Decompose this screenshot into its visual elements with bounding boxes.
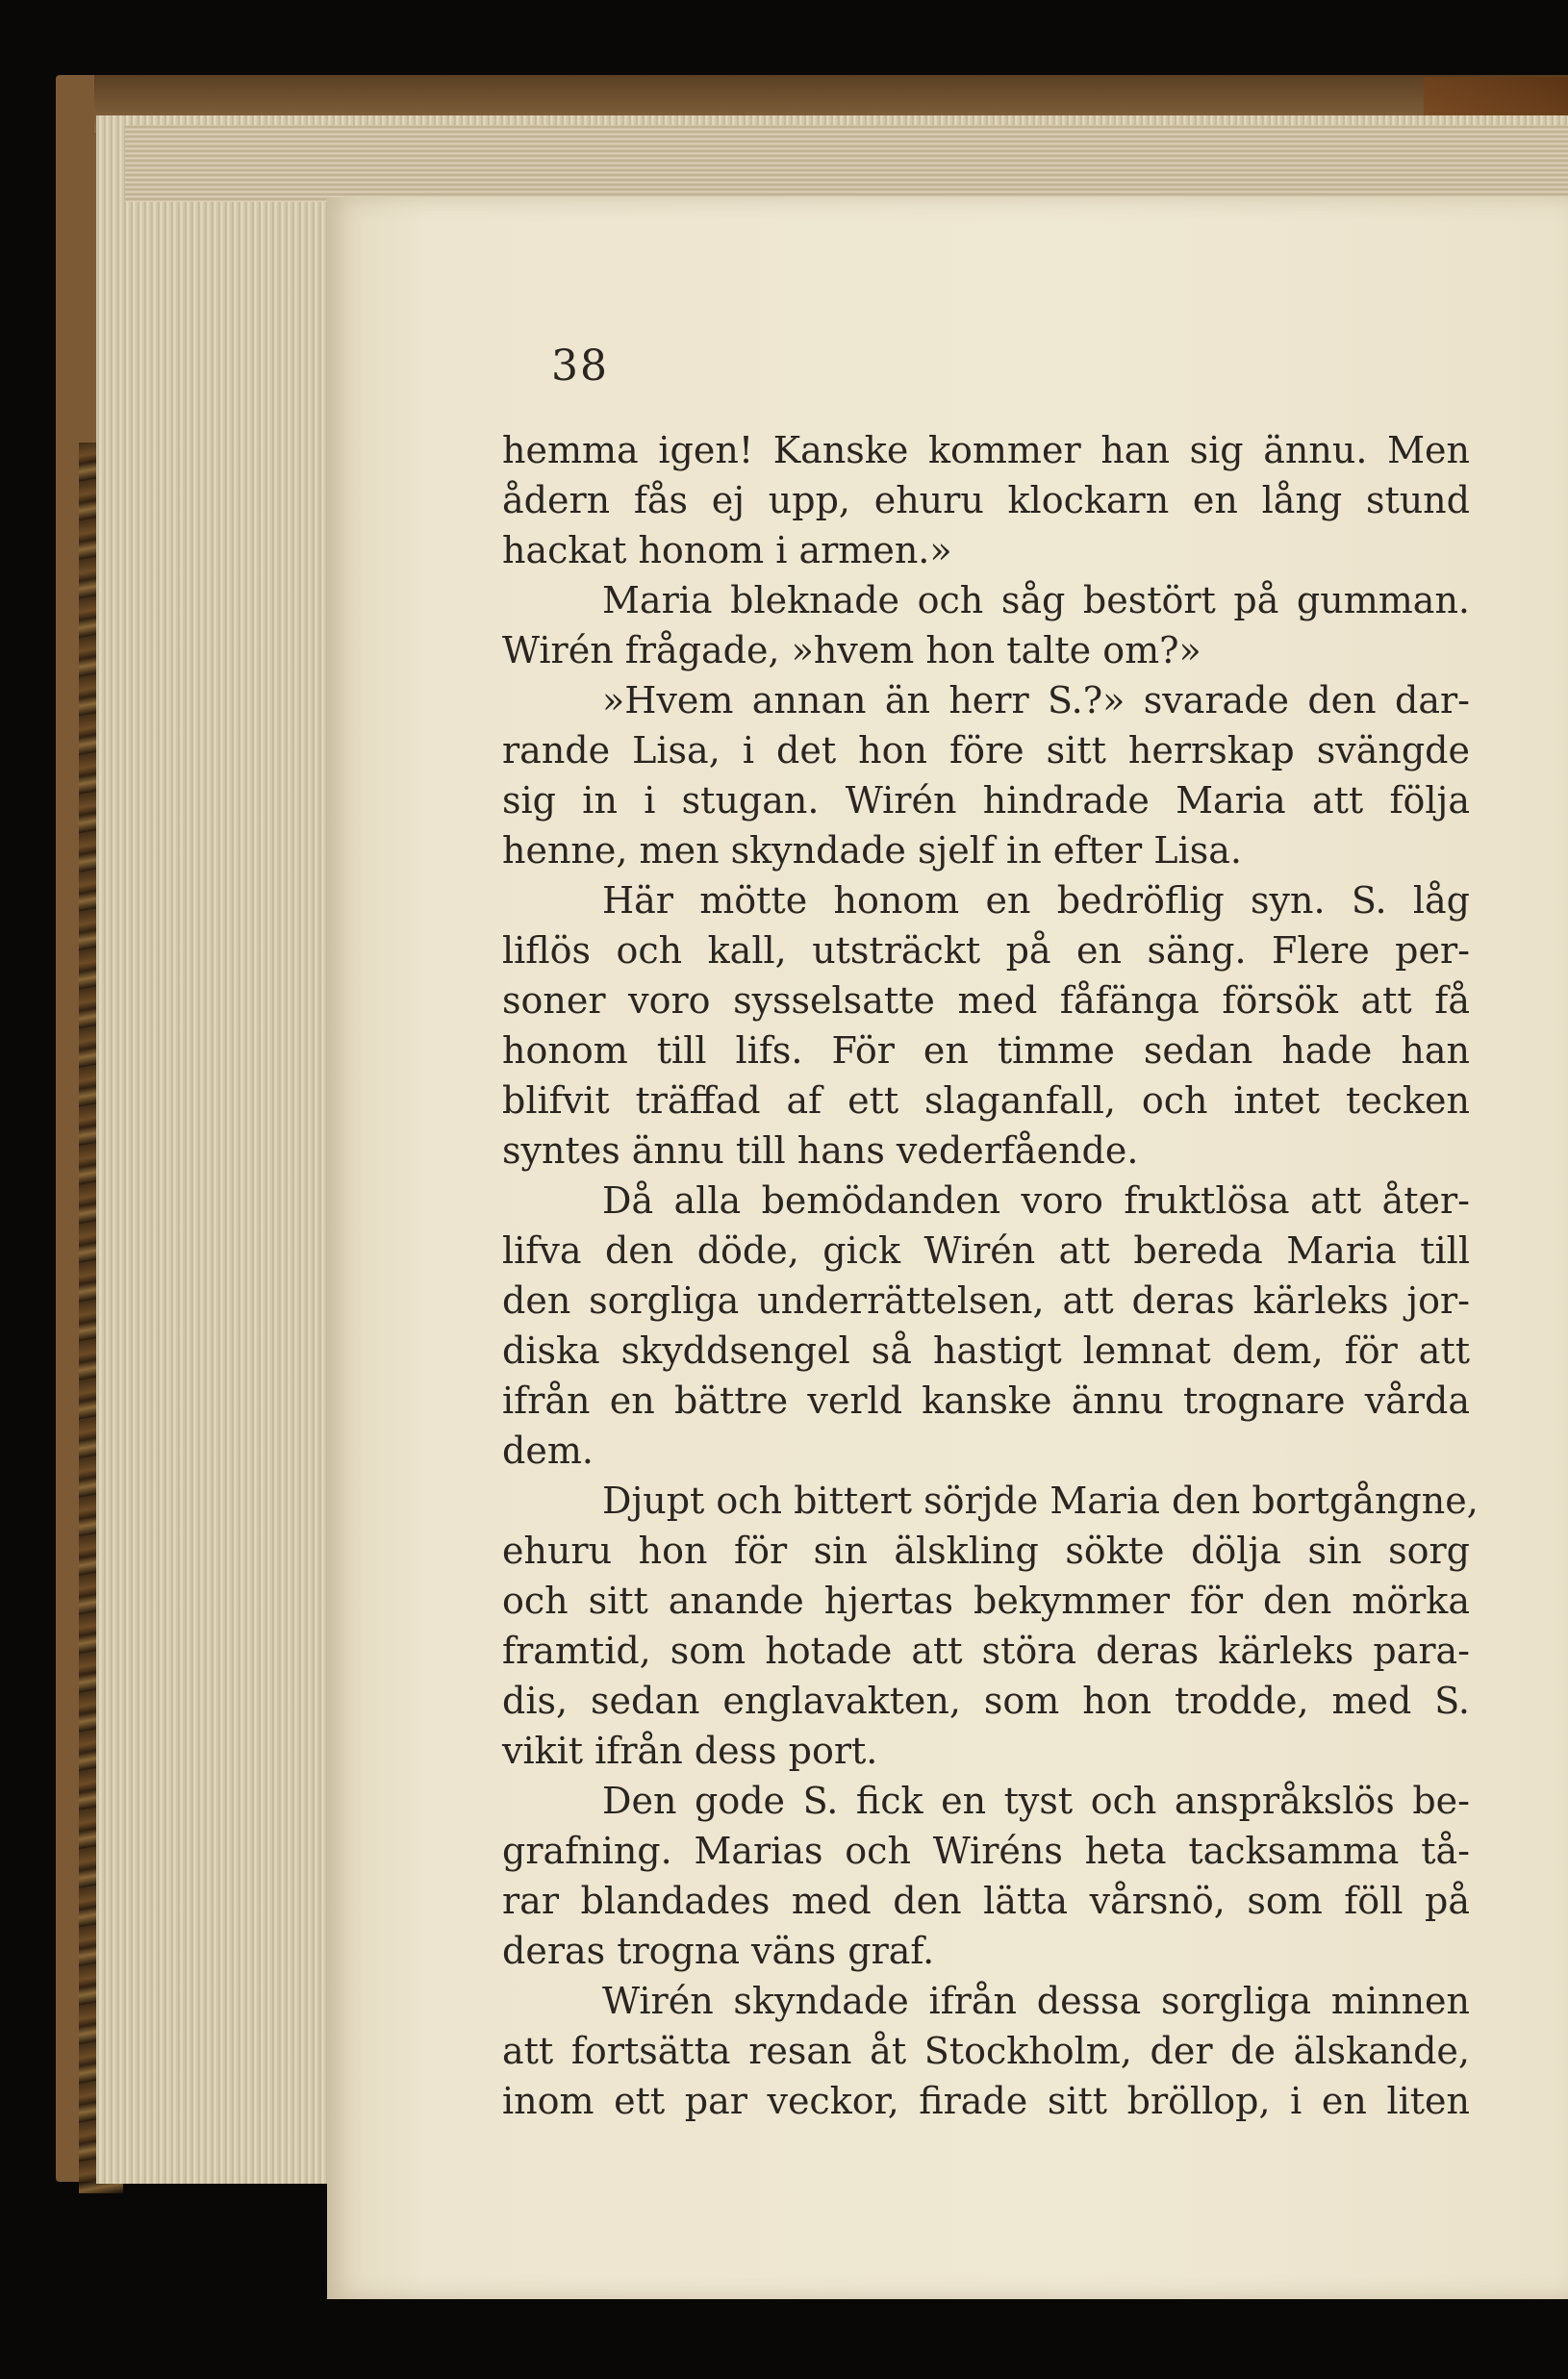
text-line: framtid, som hotade att störa deras kärleks para- — [502, 1630, 1470, 1672]
text-line: hackat honom i armen.» — [502, 529, 952, 571]
text-line: ådern fås ej upp, ehuru klockarn en lång stund — [502, 479, 1470, 521]
text-line: och sitt anande hjertas bekymmer för den mörka — [502, 1580, 1470, 1622]
text-line: hemma igen! Kanske kommer han sig ännu. Men — [502, 429, 1470, 471]
text-line: honom till lifs. För en timme sedan hade han — [502, 1029, 1470, 1072]
text-line: ifrån en bättre verld kanske ännu trognare vårda — [502, 1379, 1470, 1422]
text-line: soner voro sysselsatte med fåfänga försök att få — [502, 979, 1470, 1022]
text-line: blifvit träffad af ett slaganfall, och intet tecken — [502, 1079, 1470, 1122]
text-line: »Hvem annan än herr S.?» svarade den dar- — [602, 679, 1470, 721]
page-edges-top — [125, 125, 1568, 202]
text-line: liflös och kall, utsträckt på en säng. Flere per- — [502, 929, 1470, 972]
text-line: syntes ännu till hans vederfående. — [502, 1129, 1139, 1172]
text-line: henne, men skyndade sjelf in efter Lisa. — [502, 829, 1242, 872]
text-line: Här mötte honom en bedröflig syn. S. låg — [602, 879, 1470, 922]
text-line: Wirén skyndade ifrån dessa sorgliga minnen — [602, 1980, 1470, 2022]
text-line: sig in i stugan. Wirén hindrade Maria att följa — [502, 779, 1470, 822]
text-line: Då alla bemödanden voro fruktlösa att åter- — [602, 1179, 1470, 1222]
text-line: lifva den döde, gick Wirén att bereda Maria till — [502, 1229, 1470, 1272]
text-line: Wirén frågade, »hvem hon talte om?» — [502, 629, 1201, 671]
text-line: den sorgliga underrättelsen, att deras kärleks jor- — [502, 1279, 1470, 1322]
text-line: Djupt och bittert sörjde Maria den bortgångne, — [602, 1480, 1479, 1522]
text-line: dis, sedan englavakten, som hon trodde, med S. — [502, 1680, 1470, 1722]
text-line: Maria bleknade och såg bestört på gumman. — [602, 579, 1470, 621]
text-line: inom ett par veckor, firade sitt bröllop, i en liten — [502, 2080, 1470, 2122]
text-line: vikit ifrån dess port. — [502, 1730, 878, 1772]
text-line: rande Lisa, i det hon före sitt herrskap svängde — [502, 729, 1470, 772]
text-line: diska skyddsengel så hastigt lemnat dem, för att — [502, 1329, 1470, 1372]
body-text — [502, 425, 1479, 2126]
text-line: att fortsätta resan åt Stockholm, der de älskande, — [502, 2030, 1470, 2072]
page-number: 38 — [551, 342, 609, 391]
text-line: grafning. Marias och Wiréns heta tacksamma tå- — [502, 1830, 1470, 1872]
text-line: dem. — [502, 1430, 594, 1472]
text-line: ehuru hon för sin älskling sökte dölja sin sorg — [502, 1530, 1470, 1572]
text-line: Den gode S. fick en tyst och anspråkslös be- — [602, 1780, 1470, 1822]
text-line: deras trogna väns graf. — [502, 1930, 935, 1972]
text-line: rar blandades med den lätta vårsnö, som föll på — [502, 1880, 1470, 1922]
